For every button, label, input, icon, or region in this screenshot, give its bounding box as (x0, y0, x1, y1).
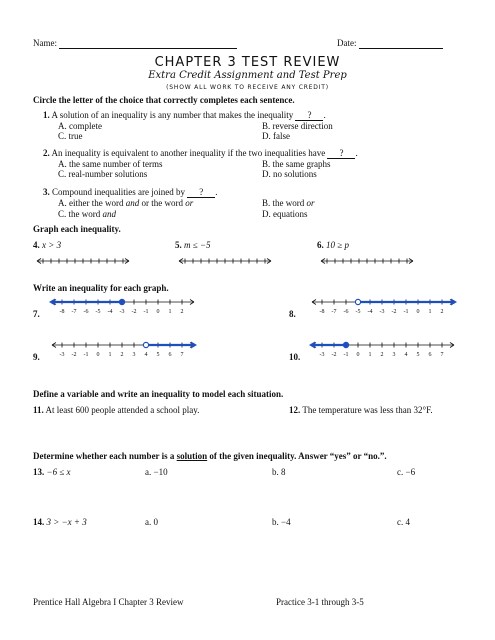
tick-label: -2 (131, 309, 137, 315)
section2-heading: Graph each inequality. (33, 224, 121, 234)
tick-label: 7 (180, 352, 184, 358)
q13-part-b: b. 8 (272, 467, 286, 477)
q3-choice-d[interactable]: D. equations (262, 209, 308, 219)
solution-arrow (309, 342, 315, 349)
tick-label: -6 (343, 309, 349, 315)
name-label: Name: (33, 38, 57, 48)
tick-label: -7 (71, 309, 77, 315)
tick-label: -8 (59, 309, 65, 315)
q3-choice-c[interactable]: C. the word and (58, 209, 116, 219)
q13-part-c: c. −6 (397, 467, 416, 477)
tick-label: 1 (368, 352, 372, 358)
tick-label: 2 (180, 309, 184, 315)
q10-num: 10. (289, 352, 301, 362)
name-field[interactable] (33, 38, 237, 49)
q7-graph (48, 297, 198, 319)
date-field[interactable] (337, 38, 443, 49)
tick-label: 6 (428, 352, 432, 358)
section3-heading: Write an inequality for each graph. (33, 283, 169, 293)
tick-label: -2 (391, 309, 397, 315)
q2-choice-b[interactable]: B. the same graphs (262, 159, 331, 169)
q10-graph (308, 340, 458, 362)
tick-label: -3 (119, 309, 125, 315)
q2-choice-c[interactable]: C. real-number solutions (58, 169, 148, 179)
q1-choice-d[interactable]: D. false (262, 131, 290, 141)
q13-part-a: a. −10 (145, 467, 168, 477)
q8-graph (308, 297, 458, 319)
q13-label: 13. −6 ≤ x (33, 467, 71, 477)
tick-label: -1 (343, 352, 349, 358)
tick-label: -2 (331, 352, 337, 358)
q6-number-line[interactable] (317, 256, 417, 266)
tick-label: -3 (59, 352, 65, 358)
footer-left: Prentice Hall Algebra I Chapter 3 Review (33, 597, 184, 607)
q1-choice-a[interactable]: A. complete (58, 121, 102, 131)
tick-label: 1 (168, 309, 172, 315)
tick-label: 3 (132, 352, 136, 358)
section1-heading: Circle the letter of the choice that correctly completes each sentence. (33, 95, 295, 105)
tick-label: 2 (440, 309, 444, 315)
tick-label: 0 (416, 309, 420, 315)
solution-arrow (191, 342, 197, 349)
tick-label: 2 (120, 352, 124, 358)
q14-part-a: a. 0 (145, 517, 158, 527)
tick-label: -8 (319, 309, 325, 315)
tick-label: 7 (440, 352, 444, 358)
tick-label: -1 (83, 352, 89, 358)
page-subtitle: Extra Credit Assignment and Test Prep (148, 70, 347, 81)
tick-label: 6 (168, 352, 172, 358)
tick-label: 4 (404, 352, 408, 358)
endpoint-dot (143, 342, 148, 347)
q4-label: 4. x > 3 (33, 240, 62, 250)
q5-label: 5. m ≤ −5 (175, 240, 211, 250)
tick-label: 4 (144, 352, 148, 358)
tick-label: -7 (331, 309, 337, 315)
q3-choice-a[interactable]: A. either the word and or the word or (58, 198, 194, 208)
tick-label: 5 (416, 352, 420, 358)
q2-choice-a[interactable]: A. the same number of terms (58, 159, 163, 169)
endpoint-dot (119, 299, 124, 304)
q11: 11. At least 600 people attended a school play. (33, 405, 200, 415)
date-blank[interactable] (359, 38, 443, 49)
tick-label: -5 (355, 309, 361, 315)
solution-arrow (49, 299, 55, 306)
q9-graph (48, 340, 198, 362)
q1-choice-b[interactable]: B. reverse direction (262, 121, 333, 131)
q1-blank: ? (295, 110, 323, 121)
tick-label: 5 (156, 352, 160, 358)
endpoint-dot (343, 342, 348, 347)
footer-right: Practice 3-1 through 3-5 (276, 597, 364, 607)
tick-label: -1 (143, 309, 149, 315)
endpoint-dot (355, 299, 360, 304)
tick-label: -3 (379, 309, 385, 315)
tick-label: -4 (107, 309, 113, 315)
tick-label: 0 (96, 352, 100, 358)
solution-arrow (451, 299, 457, 306)
q7-num: 7. (33, 309, 40, 319)
name-blank[interactable] (59, 38, 237, 49)
q14-part-b: b. −4 (272, 517, 291, 527)
q3-stem: 3. Compound inequalities are joined by ? . (43, 187, 218, 197)
section5-heading: Determine whether each number is a solution of the given inequality. Answer “yes” or “no.”. (33, 451, 387, 461)
q2-stem: 2. An inequality is equivalent to another inequality if the two inequalities have ? . (43, 148, 358, 158)
show-work-note: (SHOW ALL WORK TO RECEIVE ANY CREDIT) (166, 84, 329, 91)
q6-label: 6. 10 ≥ p (317, 240, 349, 250)
q1-choice-c[interactable]: C. true (58, 131, 83, 141)
q5-number-line[interactable] (175, 256, 275, 266)
page-title: CHAPTER 3 TEST REVIEW (154, 55, 341, 70)
tick-label: 3 (392, 352, 396, 358)
q3-choice-b[interactable]: B. the word or (262, 198, 315, 208)
tick-label: 0 (156, 309, 160, 315)
tick-label: -3 (319, 352, 325, 358)
tick-label: -1 (403, 309, 409, 315)
tick-label: -6 (83, 309, 89, 315)
section4-heading: Define a variable and write an inequality to model each situation. (33, 389, 284, 399)
q2-choice-d[interactable]: D. no solutions (262, 169, 317, 179)
tick-label: 2 (380, 352, 384, 358)
q14-part-c: c. 4 (397, 517, 410, 527)
tick-label: -4 (367, 309, 373, 315)
q14-label: 14. 3 > −x + 3 (33, 517, 87, 527)
q8-num: 8. (289, 309, 296, 319)
tick-label: -5 (95, 309, 101, 315)
date-label: Date: (337, 38, 357, 48)
q2-blank: ? (327, 148, 355, 159)
q3-blank: ? (187, 187, 215, 198)
q12: 12. The temperature was less than 32°F. (289, 405, 433, 415)
q1-stem: 1. A solution of an inequality is any number that makes the inequality ? . (43, 110, 326, 120)
tick-label: -2 (71, 352, 77, 358)
tick-label: 1 (108, 352, 112, 358)
q4-number-line[interactable] (33, 256, 133, 266)
q9-num: 9. (33, 352, 40, 362)
tick-label: 1 (428, 309, 432, 315)
tick-label: 0 (356, 352, 360, 358)
